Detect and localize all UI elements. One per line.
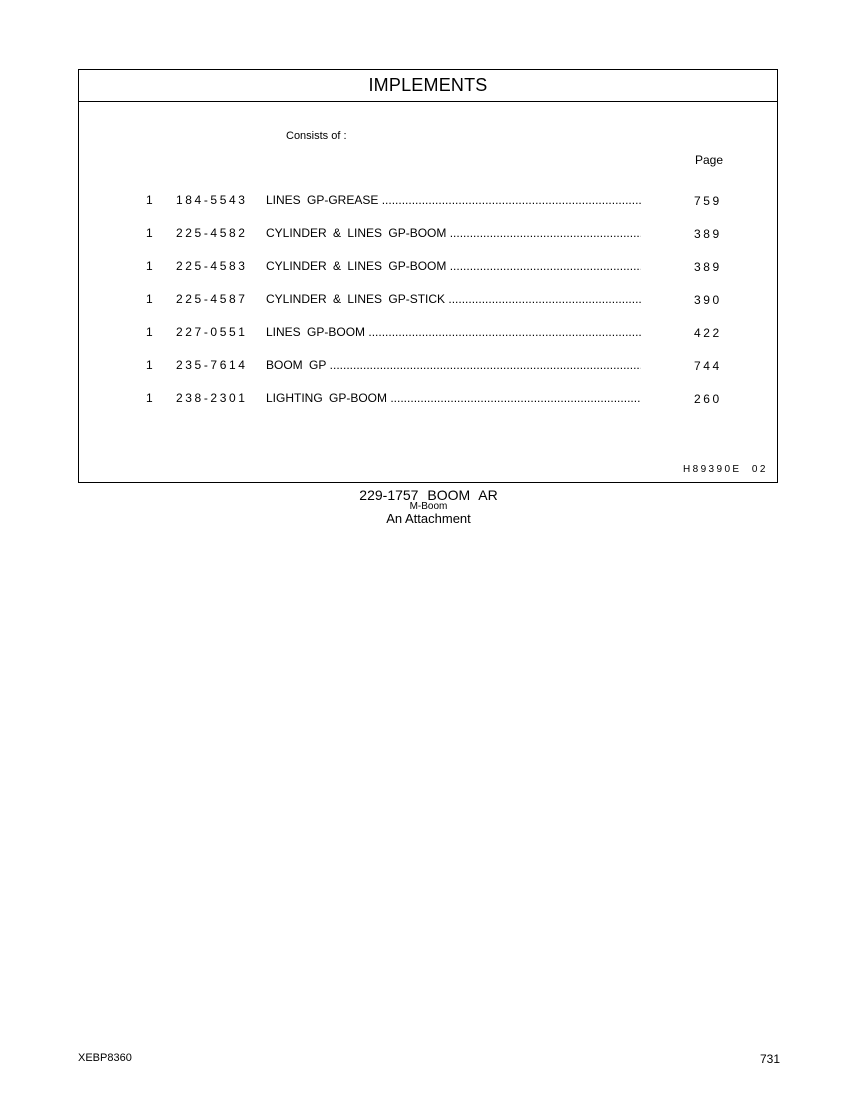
part-row bbox=[79, 391, 779, 407]
part-description: CYLINDER & LINES GP-STICK ..... bbox=[266, 292, 641, 306]
arrangement-title: 229-1757 BOOM AR bbox=[359, 487, 498, 503]
part-number: 184-5543 bbox=[176, 193, 248, 207]
part-qty: 1 bbox=[146, 226, 153, 240]
part-page-ref: 260 bbox=[694, 392, 722, 406]
part-row bbox=[79, 325, 779, 341]
part-page-ref: 389 bbox=[694, 260, 722, 274]
part-page-ref: 390 bbox=[694, 293, 722, 307]
part-row bbox=[79, 292, 779, 308]
part-number: 235-7614 bbox=[176, 358, 248, 372]
arrangement-description: An Attachment bbox=[386, 511, 471, 526]
part-page-ref: 389 bbox=[694, 227, 722, 241]
part-qty: 1 bbox=[146, 325, 153, 339]
arrangement-subtitle: M-Boom bbox=[409, 501, 448, 512]
illustration-reference: H89390E 02 bbox=[683, 464, 768, 475]
document-id: XEBP8360 bbox=[78, 1052, 132, 1064]
part-number: 238-2301 bbox=[176, 391, 248, 405]
part-page-ref: 759 bbox=[694, 194, 722, 208]
part-row bbox=[79, 193, 779, 209]
page-column-header: Page bbox=[695, 153, 724, 167]
part-row bbox=[79, 259, 779, 275]
parts-table-frame bbox=[78, 69, 778, 483]
part-page-ref: 422 bbox=[694, 326, 722, 340]
part-number: 225-4582 bbox=[176, 226, 248, 240]
part-page-ref: 744 bbox=[694, 359, 722, 373]
part-number: 227-0551 bbox=[176, 325, 248, 339]
part-description: LINES GP-GREASE ..... bbox=[266, 193, 641, 207]
part-qty: 1 bbox=[146, 292, 153, 306]
part-row bbox=[79, 358, 779, 374]
part-row bbox=[79, 226, 779, 242]
part-description: BOOM GP ..... bbox=[266, 358, 641, 372]
part-qty: 1 bbox=[146, 193, 153, 207]
part-description: LIGHTING GP-BOOM ..... bbox=[266, 391, 641, 405]
part-qty: 1 bbox=[146, 391, 153, 405]
part-number: 225-4587 bbox=[176, 292, 248, 306]
part-description: CYLINDER & LINES GP-BOOM ..... bbox=[266, 259, 641, 273]
part-qty: 1 bbox=[146, 358, 153, 372]
part-number: 225-4583 bbox=[176, 259, 248, 273]
part-description: LINES GP-BOOM ..... bbox=[266, 325, 641, 339]
section-title: IMPLEMENTS bbox=[79, 70, 777, 102]
consists-of-label: Consists of : bbox=[286, 130, 347, 142]
part-qty: 1 bbox=[146, 259, 153, 273]
part-description: CYLINDER & LINES GP-BOOM ..... bbox=[266, 226, 641, 240]
page-number: 731 bbox=[759, 1052, 780, 1066]
